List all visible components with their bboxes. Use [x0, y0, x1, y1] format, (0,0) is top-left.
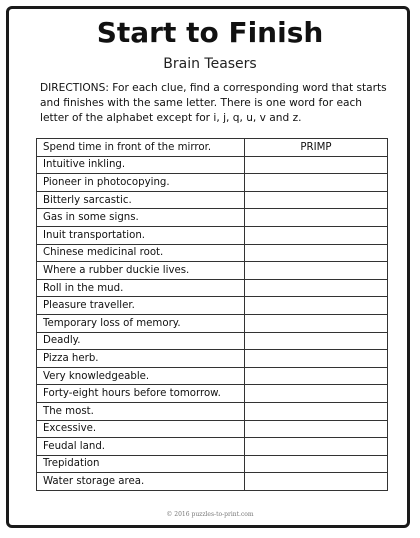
- answer-cell[interactable]: [245, 455, 388, 473]
- clue-row: [37, 314, 388, 332]
- clue-row: [37, 350, 388, 368]
- clue-text: The most.: [37, 402, 245, 420]
- clue-text: Feudal land.: [37, 438, 245, 456]
- clue-text: Excessive.: [37, 420, 245, 438]
- clue-row: [37, 139, 388, 157]
- clue-row: [37, 209, 388, 227]
- answer-cell[interactable]: [245, 473, 388, 491]
- answer-cell[interactable]: [245, 438, 388, 456]
- answer-cell[interactable]: [245, 402, 388, 420]
- answer-cell[interactable]: [245, 262, 388, 280]
- clue-text: Pleasure traveller.: [37, 297, 245, 315]
- answer-cell[interactable]: [245, 191, 388, 209]
- answer-cell[interactable]: [245, 314, 388, 332]
- answer-cell[interactable]: [245, 209, 388, 227]
- clue-row: [37, 156, 388, 174]
- clue-row: [37, 226, 388, 244]
- clue-text: Chinese medicinal root.: [37, 244, 245, 262]
- answer-cell[interactable]: [245, 156, 388, 174]
- answer-cell[interactable]: [245, 385, 388, 403]
- clue-row: [37, 191, 388, 209]
- clue-row: [37, 402, 388, 420]
- clue-row: [37, 332, 388, 350]
- clue-text: Temporary loss of memory.: [37, 314, 245, 332]
- clue-text: Pizza herb.: [37, 350, 245, 368]
- answer-cell[interactable]: [245, 350, 388, 368]
- clue-row: [37, 455, 388, 473]
- clue-text: Where a rubber duckie lives.: [37, 262, 245, 280]
- clue-text: Pioneer in photocopying.: [37, 174, 245, 192]
- clue-text: Inuit transportation.: [37, 226, 245, 244]
- clue-row: [37, 279, 388, 297]
- clue-text: Spend time in front of the mirror.: [37, 139, 245, 157]
- clue-text: Intuitive inkling.: [37, 156, 245, 174]
- clue-text: Water storage area.: [37, 473, 245, 491]
- page-title: Start to Finish: [96, 16, 324, 49]
- copyright-footer: © 2016 puzzles-to-print.com: [166, 511, 254, 518]
- page-subtitle: Brain Teasers: [163, 56, 257, 72]
- clue-row: [37, 262, 388, 280]
- clue-text: Very knowledgeable.: [37, 367, 245, 385]
- answer-cell[interactable]: [245, 174, 388, 192]
- clue-row: [37, 385, 388, 403]
- clue-row: [37, 420, 388, 438]
- answer-cell[interactable]: PRIMP: [245, 139, 388, 157]
- clue-row: [37, 297, 388, 315]
- answer-cell[interactable]: [245, 297, 388, 315]
- clue-text: Bitterly sarcastic.: [37, 191, 245, 209]
- clue-row: [37, 473, 388, 491]
- clue-text: Trepidation: [37, 455, 245, 473]
- clue-text: Roll in the mud.: [37, 279, 245, 297]
- clue-row: [37, 438, 388, 456]
- clue-row: [37, 174, 388, 192]
- answer-cell[interactable]: [245, 226, 388, 244]
- answer-cell[interactable]: [245, 332, 388, 350]
- clue-row: [37, 244, 388, 262]
- answer-cell[interactable]: [245, 244, 388, 262]
- clue-text: Forty-eight hours before tomorrow.: [37, 385, 245, 403]
- clue-text: Gas in some signs.: [37, 209, 245, 227]
- clue-text: Deadly.: [37, 332, 245, 350]
- answer-cell[interactable]: [245, 279, 388, 297]
- answer-cell[interactable]: [245, 420, 388, 438]
- directions-text: DIRECTIONS: For each clue, find a corresponding word that starts and finishes with the same letter. There is one word for each letter of the alphabet except for i, j, q, u, v and z.: [40, 82, 387, 124]
- clue-table: [36, 138, 388, 491]
- clue-row: [37, 367, 388, 385]
- answer-cell[interactable]: [245, 367, 388, 385]
